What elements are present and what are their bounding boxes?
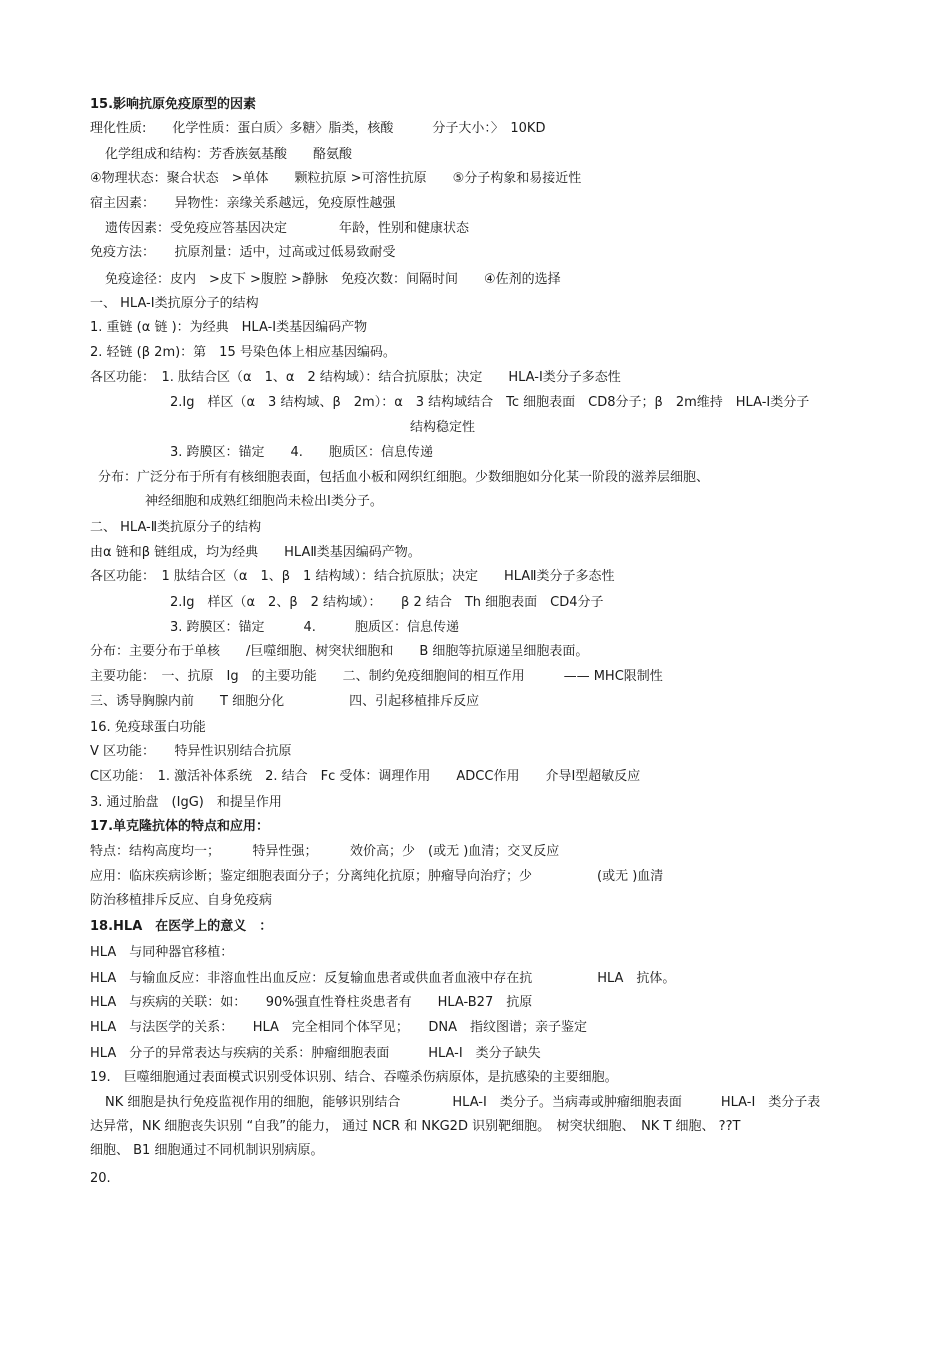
section-heading-hla-2: 二、 HLA-Ⅱ类抗原分子的结构 bbox=[90, 520, 262, 535]
heading-18: 18.HLA 在医学上的意义 ： bbox=[90, 919, 273, 934]
text-line: 细胞、 B1 细胞通过不同机制识别病原。 bbox=[90, 1143, 324, 1158]
text-line: HLA 与法医学的关系： HLA 完全相同个体罕见； DNA 指纹图谱；亲子鉴定 bbox=[90, 1020, 588, 1035]
text-line: 分布：主要分布于单核 /巨噬细胞、树突状细胞和 B 细胞等抗原递呈细胞表面。 bbox=[90, 644, 589, 659]
text-line: ④物理状态：聚合状态 >单体 颗粒抗原 >可溶性抗原 ⑤分子构象和易接近性 bbox=[90, 171, 582, 186]
text-line: 2.Ig 样区（α 3 结构域、β 2m）：α 3 结构域结合 Tc 细胞表面 CD8分子；β 2m维持 HLA-Ⅰ类分子 bbox=[170, 395, 810, 410]
text-line: 由α 链和β 链组成，均为经典 HLAⅡ类基因编码产物。 bbox=[90, 545, 421, 560]
text-line: HLA 与疾病的关联：如： 90%强直性脊柱炎患者有 HLA-B27 抗原 bbox=[90, 995, 533, 1010]
text-line: NK 细胞是执行免疫监视作用的细胞，能够识别结合 HLA-I 类分子。当病毒或肿瘤细胞表面 HLA-I 类分子表 bbox=[105, 1095, 821, 1110]
text-line: 达异常，NK 细胞丧失识别 “自我”的能力， 通过 NCR 和 NKG2D 识别靶细胞。 树突状细胞、 NK T 细胞、 ??T bbox=[90, 1119, 741, 1134]
text-line: 主要功能： 一、抗原 Ig 的主要功能 二、制约免疫细胞间的相互作用 —— MHC限制性 bbox=[90, 669, 663, 684]
heading-20: 20. bbox=[90, 1171, 111, 1186]
text-line: 3. 跨膜区：锚定 4. 胞质区：信息传递 bbox=[170, 445, 433, 460]
text-line: 3. 跨膜区：锚定 4. 胞质区：信息传递 bbox=[170, 620, 459, 635]
text-line: 分布：广泛分布于所有有核细胞表面，包括血小板和网织红细胞。少数细胞如分化某一阶段的滋养层细胞、 bbox=[98, 470, 710, 485]
text-line: 3. 通过胎盘 (IgG) 和提呈作用 bbox=[90, 795, 282, 810]
text-line: 宿主因素： 异物性：亲缘关系越远，免疫原性越强 bbox=[90, 196, 396, 211]
text-line: 遗传因素：受免疫应答基因决定 年龄，性别和健康状态 bbox=[105, 221, 470, 236]
heading-15: 15.影响抗原免疫原型的因素 bbox=[90, 97, 257, 112]
text-line: 免疫方法： 抗原剂量：适中，过高或过低易致耐受 bbox=[90, 245, 396, 260]
text-line: V 区功能： 特异性识别结合抗原 bbox=[90, 744, 292, 759]
heading-17: 17.单克隆抗体的特点和应用： bbox=[90, 819, 270, 834]
text-line: 理化性质: 化学性质：蛋白质〉多糖〉脂类，核酸 分子大小：〉 10KD bbox=[90, 121, 546, 136]
text-line: HLA 与同种器官移植： bbox=[90, 945, 234, 960]
text-line: 2.Ig 样区（α 2、β 2 结构域）： β 2 结合 Th 细胞表面 CD4分子 bbox=[170, 595, 604, 610]
text-line: C区功能： 1. 激活补体系统 2. 结合 Fc 受体：调理作用 ADCC作用 介导Ⅰ型超敏反应 bbox=[90, 769, 641, 784]
heading-16: 16. 免疫球蛋白功能 bbox=[90, 720, 206, 735]
text-line: HLA 与输血反应：非溶血性出血反应：反复输血患者或供血者血液中存在抗 HLA 抗体。 bbox=[90, 971, 676, 986]
text-line: 三、诱导胸腺内前 T 细胞分化 四、引起移植排斥反应 bbox=[90, 694, 480, 709]
text-line: 神经细胞和成熟红细胞尚未检出Ⅰ类分子。 bbox=[145, 494, 383, 509]
text-line: 2. 轻链 (β 2m)：第 15 号染色体上相应基因编码。 bbox=[90, 345, 396, 360]
text-line: HLA 分子的异常表达与疾病的关系：肿瘤细胞表面 HLA-I 类分子缺失 bbox=[90, 1046, 541, 1061]
text-line: 应用：临床疾病诊断；鉴定细胞表面分子；分离纯化抗原；肿瘤导向治疗；少 (或无 )血清 bbox=[90, 869, 664, 884]
text-line: 特点：结构高度均一； 特异性强； 效价高；少 (或无 )血清；交叉反应 bbox=[90, 844, 560, 859]
text-line: 1. 重链 (α 链 )：为经典 HLA-Ⅰ类基因编码产物 bbox=[90, 320, 368, 335]
text-line: 结构稳定性 bbox=[410, 420, 476, 435]
text-line: 各区功能： 1. 肽结合区（α 1、α 2 结构域）：结合抗原肽；决定 HLA-Ⅰ类分子多态性 bbox=[90, 370, 621, 385]
text-line: 各区功能： 1 肽结合区（α 1、β 1 结构域）：结合抗原肽；决定 HLAⅡ类分子多态性 bbox=[90, 569, 615, 584]
text-line: 化学组成和结构：芳香族氨基酸 酪氨酸 bbox=[105, 147, 353, 162]
text-line: 免疫途径：皮内 >皮下 >腹腔 >静脉 免疫次数：间隔时间 ④佐剂的选择 bbox=[105, 272, 561, 287]
heading-19: 19. 巨噬细胞通过表面模式识别受体识别、结合、吞噬杀伤病原体，是抗感染的主要细胞。 bbox=[90, 1070, 618, 1085]
section-heading-hla-1: 一、 HLA-Ⅰ类抗原分子的结构 bbox=[90, 296, 259, 311]
text-line: 防治移植排斥反应、自身免疫病 bbox=[90, 893, 273, 908]
